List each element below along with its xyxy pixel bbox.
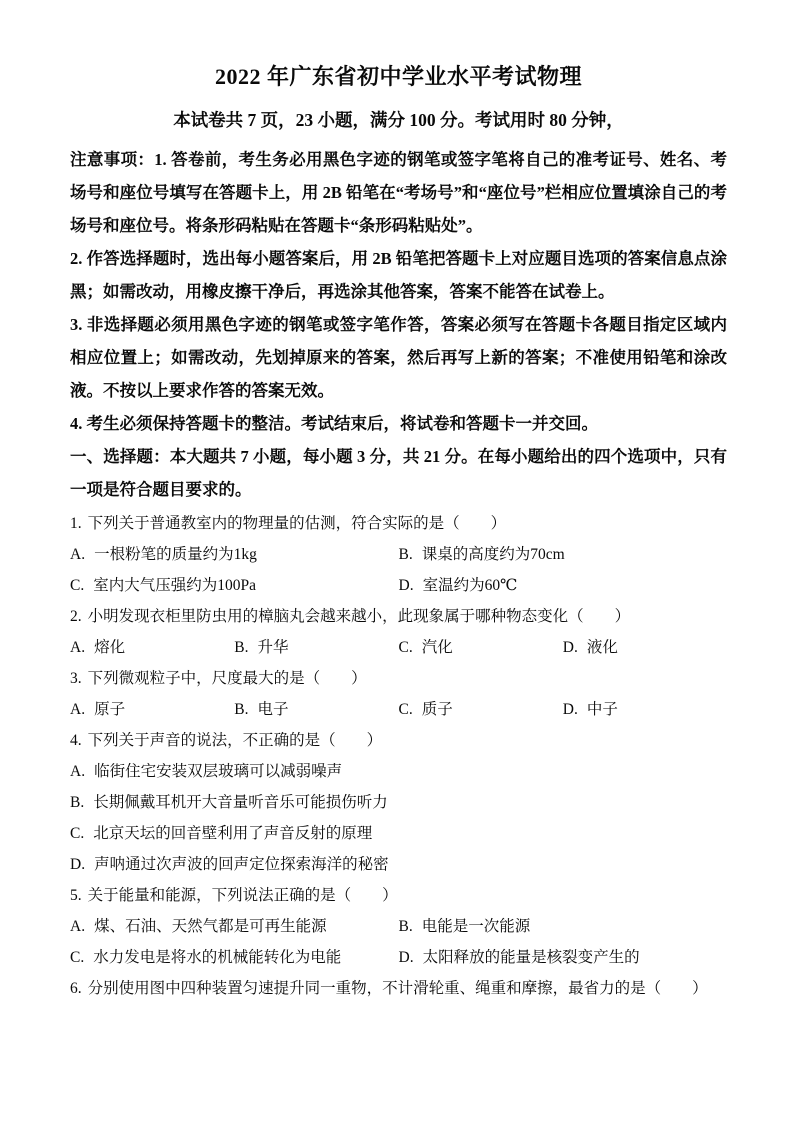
- question-stem: 下列关于声音的说法，不正确的是（ ）: [87, 732, 383, 749]
- option-text: 课桌的高度约为70cm: [421, 546, 565, 563]
- option-b: [399, 911, 728, 942]
- option-d: [70, 849, 727, 880]
- option-label: B.: [234, 701, 249, 718]
- question-2: [70, 601, 727, 663]
- question-stem: 下列关于普通教室内的物理量的估测，符合实际的是（ ）: [87, 515, 507, 532]
- exam-info-line: 本试卷共 7 页，23 小题，满分 100 分。考试用时 80 分钟，: [173, 110, 624, 130]
- option-d: [399, 570, 728, 601]
- question-number: 1.: [70, 515, 82, 532]
- question-3: [70, 663, 727, 725]
- question-4: [70, 725, 727, 880]
- option-text: 北京天坛的回音壁利用了声音反射的原理: [93, 825, 373, 842]
- question-2-options: [70, 632, 727, 663]
- option-text: 液化: [586, 639, 618, 656]
- option-label: D.: [70, 856, 86, 873]
- question-number: 6.: [70, 980, 82, 997]
- question-number: 4.: [70, 732, 82, 749]
- option-c: [70, 570, 399, 601]
- option-label: B.: [70, 794, 85, 811]
- notice-item-3: 3. 非选择题必须用黑色字迹的钢笔或签字笔作答，答案必须写在答题卡各题目指定区域内相应位置上；如需改动，先划掉原来的答案，然后再写上新的答案；不准使用铅笔和涂改液。不按以上要求作答的答案无效。: [70, 315, 727, 400]
- question-1: [70, 508, 727, 601]
- option-label: B.: [398, 918, 413, 935]
- option-label: C.: [70, 825, 85, 842]
- question-stem: 关于能量和能源，下列说法正确的是（ ）: [87, 887, 398, 904]
- option-label: B.: [398, 546, 413, 563]
- option-text: 电能是一次能源: [421, 918, 531, 935]
- option-text: 质子: [421, 701, 453, 718]
- question-list: [70, 508, 727, 1004]
- option-text: 熔化: [94, 639, 126, 656]
- option-d: [563, 694, 727, 725]
- option-c: [70, 818, 727, 849]
- option-text: 煤、石油、天然气都是可再生能源: [94, 918, 327, 935]
- option-b: [70, 787, 727, 818]
- option-text: 长期佩戴耳机开大音量听音乐可能损伤听力: [93, 794, 388, 811]
- option-d: [563, 632, 727, 663]
- page-title: 2022 年广东省初中学业水平考试物理: [214, 64, 582, 89]
- question-6-text: [70, 973, 727, 1004]
- option-text: 太阳释放的能量是核裂变产生的: [422, 949, 640, 966]
- option-text: 电子: [257, 701, 289, 718]
- option-text: 声呐通过次声波的回声定位探索海洋的秘密: [94, 856, 389, 873]
- option-a: [70, 539, 399, 570]
- option-b: [399, 539, 728, 570]
- notice-section: [70, 143, 727, 440]
- option-b: [234, 632, 398, 663]
- option-d: [399, 942, 728, 973]
- question-3-text: [70, 663, 727, 694]
- question-1-options: [70, 539, 727, 601]
- option-label: D.: [398, 949, 414, 966]
- option-label: C.: [398, 639, 413, 656]
- question-stem: 小明发现衣柜里防虫用的樟脑丸会越来越小，此现象属于哪种物态变化（ ）: [87, 608, 631, 625]
- question-number: 2.: [70, 608, 82, 625]
- option-label: D.: [562, 639, 578, 656]
- section-heading: 一、选择题：本大题共 7 小题，每小题 3 分，共 21 分。在每小题给出的四个选项中，只有一项是符合题目要求的。: [70, 447, 727, 499]
- question-number: 5.: [70, 887, 82, 904]
- option-label: A.: [70, 763, 86, 780]
- option-label: C.: [398, 701, 413, 718]
- question-6: [70, 973, 727, 1004]
- option-label: B.: [234, 639, 249, 656]
- option-label: C.: [70, 577, 85, 594]
- option-c: [70, 942, 399, 973]
- question-4-text: [70, 725, 727, 756]
- option-label: C.: [70, 949, 85, 966]
- question-4-options: [70, 756, 727, 880]
- option-label: A.: [70, 918, 86, 935]
- option-b: [234, 694, 398, 725]
- option-label: A.: [70, 701, 86, 718]
- option-text: 室内大气压强约为100Pa: [93, 577, 256, 594]
- option-a: [70, 694, 234, 725]
- question-5-text: [70, 880, 727, 911]
- option-c: [399, 632, 563, 663]
- notice-item-2: 2. 作答选择题时，选出每小题答案后，用 2B 铅笔把答题卡上对应题目选项的答案信息点涂黑；如需改动，用橡皮擦干净后，再选涂其他答案，答案不能答在试卷上。: [70, 249, 727, 301]
- option-c: [399, 694, 563, 725]
- option-label: A.: [70, 546, 86, 563]
- option-a: [70, 632, 234, 663]
- option-a: [70, 911, 399, 942]
- question-5: [70, 880, 727, 973]
- option-text: 临街住宅安装双层玻璃可以减弱噪声: [94, 763, 343, 780]
- option-a: [70, 756, 727, 787]
- question-5-options: [70, 911, 727, 973]
- option-text: 一根粉笔的质量约为1kg: [94, 546, 257, 563]
- option-text: 水力发电是将水的机械能转化为电能: [93, 949, 342, 966]
- option-label: D.: [562, 701, 578, 718]
- question-stem: 下列微观粒子中，尺度最大的是（ ）: [87, 670, 367, 687]
- question-1-text: [70, 508, 727, 539]
- question-stem: 分别使用图中四种装置匀速提升同一重物，不计滑轮重、绳重和摩擦，最省力的是（ ）: [87, 980, 708, 997]
- option-label: D.: [398, 577, 414, 594]
- notice-item-4: 4. 考生必须保持答题卡的整洁。考试结束后，将试卷和答题卡一并交回。: [70, 414, 598, 433]
- option-text: 升华: [257, 639, 289, 656]
- option-text: 汽化: [421, 639, 453, 656]
- option-text: 原子: [94, 701, 126, 718]
- question-number: 3.: [70, 670, 82, 687]
- notice-item-1: 注意事项：1. 答卷前，考生务必用黑色字迹的钢笔或签字笔将自己的准考证号、姓名、考场号和座位号填写在答题卡上，用 2B 铅笔在“考场号”和“座位号”栏相应位置填涂自己的考场号和座位号。将条形码粘贴在答题卡“条形码粘贴处”。: [70, 150, 727, 235]
- option-text: 中子: [586, 701, 618, 718]
- question-2-text: [70, 601, 727, 632]
- option-text: 室温约为60℃: [422, 577, 518, 594]
- option-label: A.: [70, 639, 86, 656]
- question-3-options: [70, 694, 727, 725]
